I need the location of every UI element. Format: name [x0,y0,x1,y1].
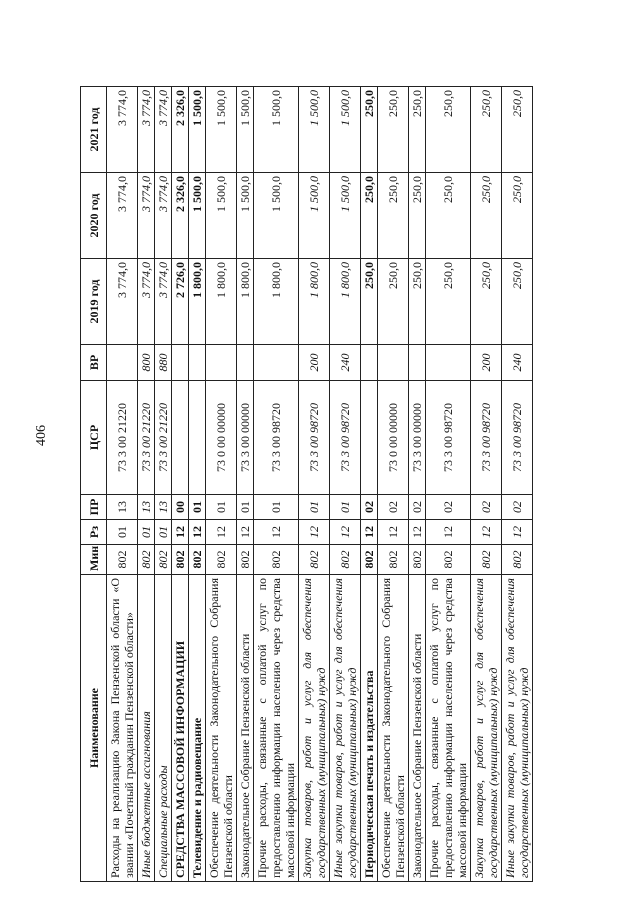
row-vr: 800 [138,345,155,381]
row-2021: 1 500,0 [237,87,254,173]
row-vr [409,345,426,381]
row-2019: 3 774,0 [138,259,155,345]
row-2019: 3 774,0 [107,259,138,345]
row-rz: 12 [361,520,378,545]
row-min: 802 [426,545,471,575]
row-name: Обеспечение деятельности Законодательного Собрания Пензенской области [378,575,409,882]
row-2020: 250,0 [409,173,426,259]
row-csr: 73 3 00 98720 [426,381,471,495]
table-row [502,87,533,882]
row-name: Прочие расходы, связанные с оплатой услуг по предоставлению информации населению через средства массовой информации [426,575,471,882]
row-vr [361,345,378,381]
table-body [107,87,533,882]
row-name: Периодическая печать и издательства [361,575,378,882]
table-row [299,87,330,882]
row-2019: 250,0 [502,259,533,345]
row-2020: 1 500,0 [189,173,206,259]
budget-table [80,86,533,882]
header-vr: ВР [81,345,107,381]
table-row [237,87,254,882]
row-2019: 250,0 [426,259,471,345]
row-min: 802 [409,545,426,575]
row-2020: 1 500,0 [254,173,299,259]
row-rz: 12 [172,520,189,545]
rotated-table-container [80,87,580,882]
row-min: 802 [155,545,172,575]
row-name: Законодательное Собрание Пензенской области [237,575,254,882]
row-name: Иные закупки товаров, работ и услуг для обеспечения государственных (муниципальных) нужд [330,575,361,882]
row-pr: 02 [378,495,409,520]
row-vr [189,345,206,381]
row-vr: 880 [155,345,172,381]
row-pr: 13 [138,495,155,520]
row-pr: 01 [330,495,361,520]
table-header-row [81,87,107,882]
row-2021: 1 500,0 [299,87,330,173]
row-rz: 01 [155,520,172,545]
row-vr [107,345,138,381]
row-vr [206,345,237,381]
row-pr: 01 [237,495,254,520]
row-2021: 250,0 [502,87,533,173]
row-csr [172,381,189,495]
row-name: Расходы на реализацию Закона Пензенской области «О звании «Почетный гражданин Пензенской области» [107,575,138,882]
row-2021: 3 774,0 [138,87,155,173]
row-min: 802 [237,545,254,575]
row-min: 802 [172,545,189,575]
row-name: Прочие расходы, связанные с оплатой услуг по предоставлению информации населению через средства массовой информации [254,575,299,882]
row-vr [254,345,299,381]
table-row [206,87,237,882]
row-csr: 73 3 00 00000 [237,381,254,495]
row-vr: 240 [502,345,533,381]
row-2021: 3 774,0 [107,87,138,173]
row-vr [378,345,409,381]
table-row [138,87,155,882]
row-min: 802 [107,545,138,575]
row-pr: 02 [426,495,471,520]
row-csr: 73 3 00 98720 [299,381,330,495]
header-csr: ЦСР [81,381,107,495]
row-2019: 1 800,0 [254,259,299,345]
row-2020: 250,0 [471,173,502,259]
row-csr: 73 0 00 00000 [206,381,237,495]
row-2021: 250,0 [361,87,378,173]
header-2021: 2021 год [81,87,107,173]
table-row [361,87,378,882]
row-name: Иные бюджетные ассигнования [138,575,155,882]
row-2019: 250,0 [471,259,502,345]
row-2019: 1 800,0 [299,259,330,345]
row-2020: 1 500,0 [299,173,330,259]
row-2020: 3 774,0 [107,173,138,259]
row-2020: 2 326,0 [172,173,189,259]
row-csr: 73 0 00 00000 [378,381,409,495]
table-row [155,87,172,882]
row-pr: 01 [299,495,330,520]
row-2019: 250,0 [378,259,409,345]
row-pr: 02 [409,495,426,520]
row-2020: 3 774,0 [138,173,155,259]
row-csr: 73 3 00 98720 [254,381,299,495]
table-row [471,87,502,882]
row-vr: 240 [330,345,361,381]
row-pr: 02 [471,495,502,520]
row-2021: 1 500,0 [254,87,299,173]
table-row [254,87,299,882]
row-rz: 12 [299,520,330,545]
row-pr: 01 [254,495,299,520]
row-2020: 250,0 [361,173,378,259]
row-2019: 2 726,0 [172,259,189,345]
row-2021: 1 500,0 [330,87,361,173]
row-csr: 73 3 00 21220 [107,381,138,495]
row-2021: 250,0 [409,87,426,173]
row-min: 802 [206,545,237,575]
row-csr: 73 3 00 98720 [502,381,533,495]
table-row [330,87,361,882]
row-min: 802 [254,545,299,575]
row-csr [189,381,206,495]
row-2021: 1 500,0 [189,87,206,173]
row-2020: 250,0 [378,173,409,259]
row-min: 802 [299,545,330,575]
row-2021: 1 500,0 [206,87,237,173]
row-min: 802 [189,545,206,575]
row-name: Обеспечение деятельности Законодательного Собрания Пензенской области [206,575,237,882]
row-csr: 73 3 00 98720 [330,381,361,495]
row-csr: 73 3 00 98720 [471,381,502,495]
row-2020: 250,0 [502,173,533,259]
row-pr: 02 [361,495,378,520]
row-2019: 1 800,0 [237,259,254,345]
header-min: Мин [81,545,107,575]
header-2019: 2019 год [81,259,107,345]
row-min: 802 [471,545,502,575]
row-2021: 250,0 [471,87,502,173]
table-row [107,87,138,882]
row-name: Специальные расходы [155,575,172,882]
row-rz: 12 [254,520,299,545]
row-2020: 1 500,0 [330,173,361,259]
row-2021: 3 774,0 [155,87,172,173]
row-2019: 1 800,0 [189,259,206,345]
row-rz: 12 [189,520,206,545]
header-name: Наименование [81,575,107,882]
row-rz: 12 [409,520,426,545]
header-rz: Рз [81,520,107,545]
page-number: 406 [34,425,49,446]
row-vr: 200 [471,345,502,381]
row-name: Телевидение и радиовещание [189,575,206,882]
row-name: Закупка товаров, работ и услуг для обеспечения государственных (муниципальных) нужд [471,575,502,882]
row-vr [172,345,189,381]
row-name: СРЕДСТВА МАССОВОЙ ИНФОРМАЦИИ [172,575,189,882]
row-pr: 00 [172,495,189,520]
row-rz: 12 [378,520,409,545]
row-csr: 73 3 00 00000 [409,381,426,495]
table-row [172,87,189,882]
header-pr: ПР [81,495,107,520]
row-2021: 2 326,0 [172,87,189,173]
header-2020: 2020 год [81,173,107,259]
row-2019: 1 800,0 [330,259,361,345]
row-2020: 3 774,0 [155,173,172,259]
row-name: Иные закупки товаров, работ и услуг для обеспечения государственных (муниципальных) нужд [502,575,533,882]
row-pr: 13 [155,495,172,520]
row-vr: 200 [299,345,330,381]
row-name: Закупка товаров, работ и услуг для обеспечения государственных (муниципальных) нужд [299,575,330,882]
row-rz: 12 [426,520,471,545]
row-pr: 01 [206,495,237,520]
row-csr: 73 3 00 21220 [138,381,155,495]
row-2020: 250,0 [426,173,471,259]
row-rz: 12 [330,520,361,545]
row-csr [361,381,378,495]
row-rz: 12 [206,520,237,545]
row-2020: 1 500,0 [206,173,237,259]
row-csr: 73 3 00 21220 [155,381,172,495]
row-pr: 02 [502,495,533,520]
table-row [189,87,206,882]
row-min: 802 [138,545,155,575]
row-rz: 01 [107,520,138,545]
row-name: Законодательное Собрание Пензенской области [409,575,426,882]
table-row [409,87,426,882]
row-rz: 01 [138,520,155,545]
row-rz: 12 [237,520,254,545]
row-2021: 250,0 [426,87,471,173]
row-2020: 1 500,0 [237,173,254,259]
row-pr: 01 [189,495,206,520]
row-min: 802 [502,545,533,575]
row-pr: 13 [107,495,138,520]
table-row [378,87,409,882]
row-2019: 1 800,0 [206,259,237,345]
row-2021: 250,0 [378,87,409,173]
row-rz: 12 [502,520,533,545]
row-min: 802 [330,545,361,575]
row-vr [237,345,254,381]
row-min: 802 [378,545,409,575]
row-2019: 250,0 [361,259,378,345]
row-rz: 12 [471,520,502,545]
row-vr [426,345,471,381]
row-2019: 3 774,0 [155,259,172,345]
row-2019: 250,0 [409,259,426,345]
row-min: 802 [361,545,378,575]
table-row [426,87,471,882]
